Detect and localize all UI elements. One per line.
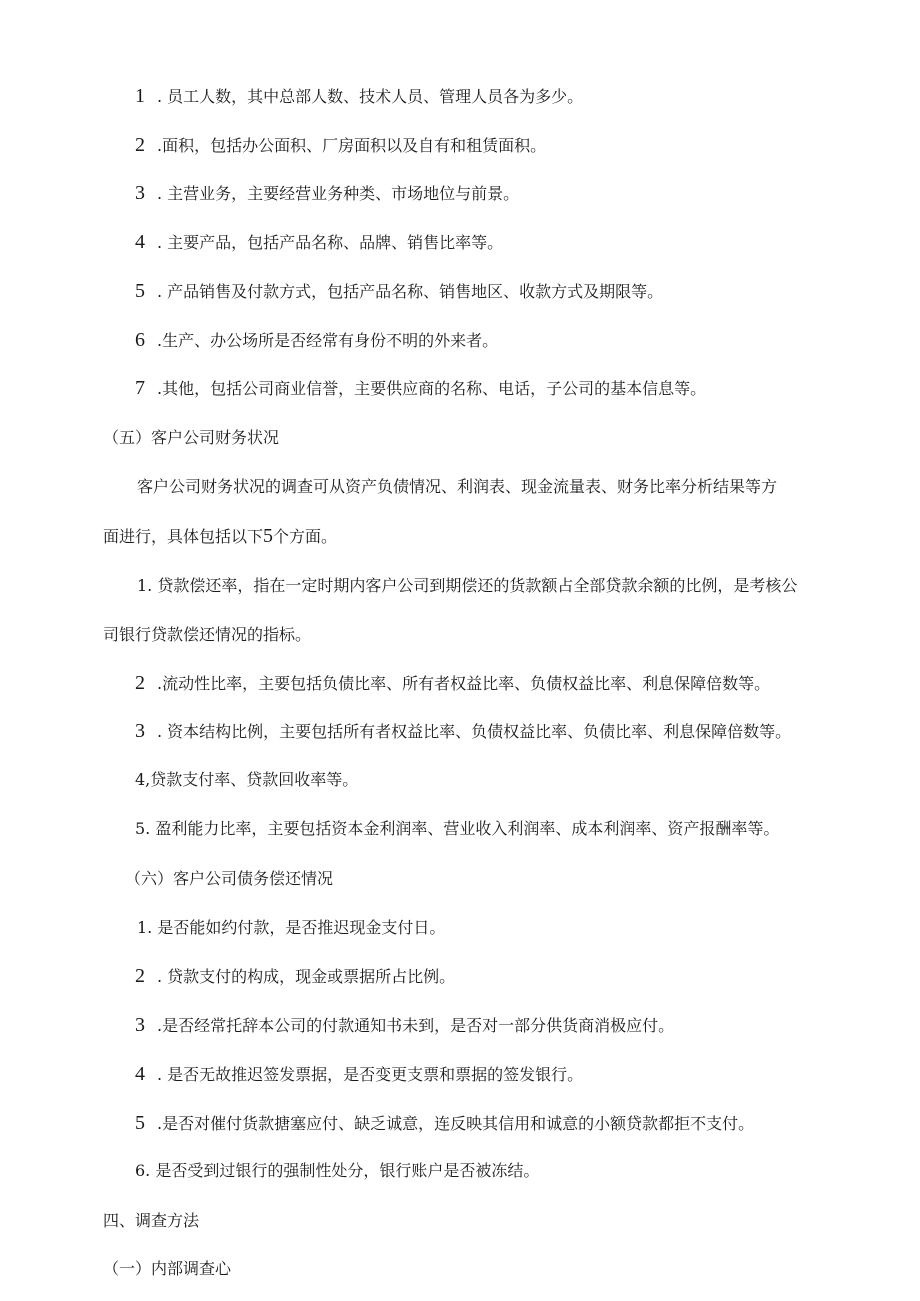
- list-item: [135, 966, 455, 987]
- list-text: .是否对催付货款搪塞应付、缺乏诚意，连反映其信用和诚意的小额贷款都拒不支付。: [157, 1114, 755, 1133]
- inline-number: 5: [263, 525, 274, 547]
- list-item: [135, 86, 583, 107]
- section-heading: （六）客户公司债务偿还情况: [125, 869, 334, 888]
- list-text: . 贷款支付的构成，现金或票据所占比例。: [157, 967, 456, 986]
- list-text: . 主要产品，包括产品名称、品牌、销售比率等。: [157, 233, 504, 252]
- list-number: 4: [135, 1063, 145, 1085]
- list-number: 7: [135, 377, 145, 399]
- list-item-line: 司银行贷款偿还情况的指标。: [103, 625, 312, 644]
- list-number: 3: [135, 182, 145, 204]
- list-item: 5. 盈利能力比率，主要包括资本金利润率、营业收入利润率、成本利润率、资产报酬率等。: [135, 819, 780, 838]
- list-number: 6: [135, 329, 145, 351]
- list-item: [135, 673, 770, 694]
- list-item: [135, 135, 546, 156]
- list-item: [135, 1113, 754, 1134]
- list-number: 3: [135, 720, 145, 742]
- paragraph-text: 面进行，具体包括以下: [103, 527, 264, 546]
- list-number: 4: [135, 231, 145, 253]
- list-number: 2: [135, 672, 145, 694]
- list-item: [135, 721, 791, 742]
- section-heading: （五）客户公司财务状况: [103, 428, 280, 447]
- paragraph-line: [103, 526, 337, 547]
- list-item: [135, 378, 706, 399]
- list-text: . 产品销售及付款方式，包括产品名称、销售地区、收款方式及期限等。: [157, 282, 664, 301]
- list-number: 2: [135, 965, 145, 987]
- list-item: [135, 183, 519, 204]
- list-text: .流动性比率，主要包括负债比率、所有者权益比率、负债权益比率、利息保障倍数等。: [157, 674, 771, 693]
- section-heading: 四、调查方法: [103, 1211, 200, 1230]
- list-text: . 资本结构比例，主要包括所有者权益比率、负债权益比率、负债比率、利息保障倍数等。: [157, 722, 792, 741]
- list-text: . 员工人数，其中总部人数、技术人员、管理人员各为多少。: [157, 87, 584, 106]
- list-item: [135, 1015, 674, 1036]
- paragraph-line: 客户公司财务状况的调查可从资产负债情况、利润表、现金流量表、财务比率分析结果等方: [137, 477, 778, 496]
- list-item: [135, 330, 498, 351]
- list-number: 1: [135, 85, 145, 107]
- list-number: 5: [135, 280, 145, 302]
- list-item-line: 1. 贷款偿还率，指在一定时期内客户公司到期偿还的货款额占全部贷款余额的比例，是考核公: [137, 576, 798, 595]
- list-item: 4,贷款支付率、贷款回收率等。: [135, 770, 359, 789]
- list-item: [135, 281, 663, 302]
- list-number: 5: [135, 1112, 145, 1134]
- list-text: .面积，包括办公面积、厂房面积以及自有和租赁面积。: [157, 136, 547, 155]
- list-item: 6. 是否受到过银行的强制性处分，银行账户是否被冻结。: [135, 1161, 540, 1180]
- list-item: 1. 是否能如约付款，是否推迟现金支付日。: [137, 918, 446, 937]
- list-number: 3: [135, 1014, 145, 1036]
- subsection-heading: （一）内部调查心: [103, 1259, 232, 1278]
- list-item: [135, 232, 503, 253]
- list-text: .是否经常托辞本公司的付款通知书未到，是否对一部分供货商消极应付。: [157, 1016, 675, 1035]
- list-text: . 是否无故推迟签发票据，是否变更支票和票据的签发银行。: [157, 1065, 584, 1084]
- paragraph-text: 个方面。: [273, 527, 338, 546]
- list-text: .生产、办公场所是否经常有身份不明的外来者。: [157, 331, 499, 350]
- list-text: . 主营业务，主要经营业务种类、市场地位与前景。: [157, 184, 520, 203]
- list-number: 2: [135, 134, 145, 156]
- list-text: .其他，包括公司商业信誉，主要供应商的名称、电话，子公司的基本信息等。: [157, 379, 707, 398]
- list-item: [135, 1064, 583, 1085]
